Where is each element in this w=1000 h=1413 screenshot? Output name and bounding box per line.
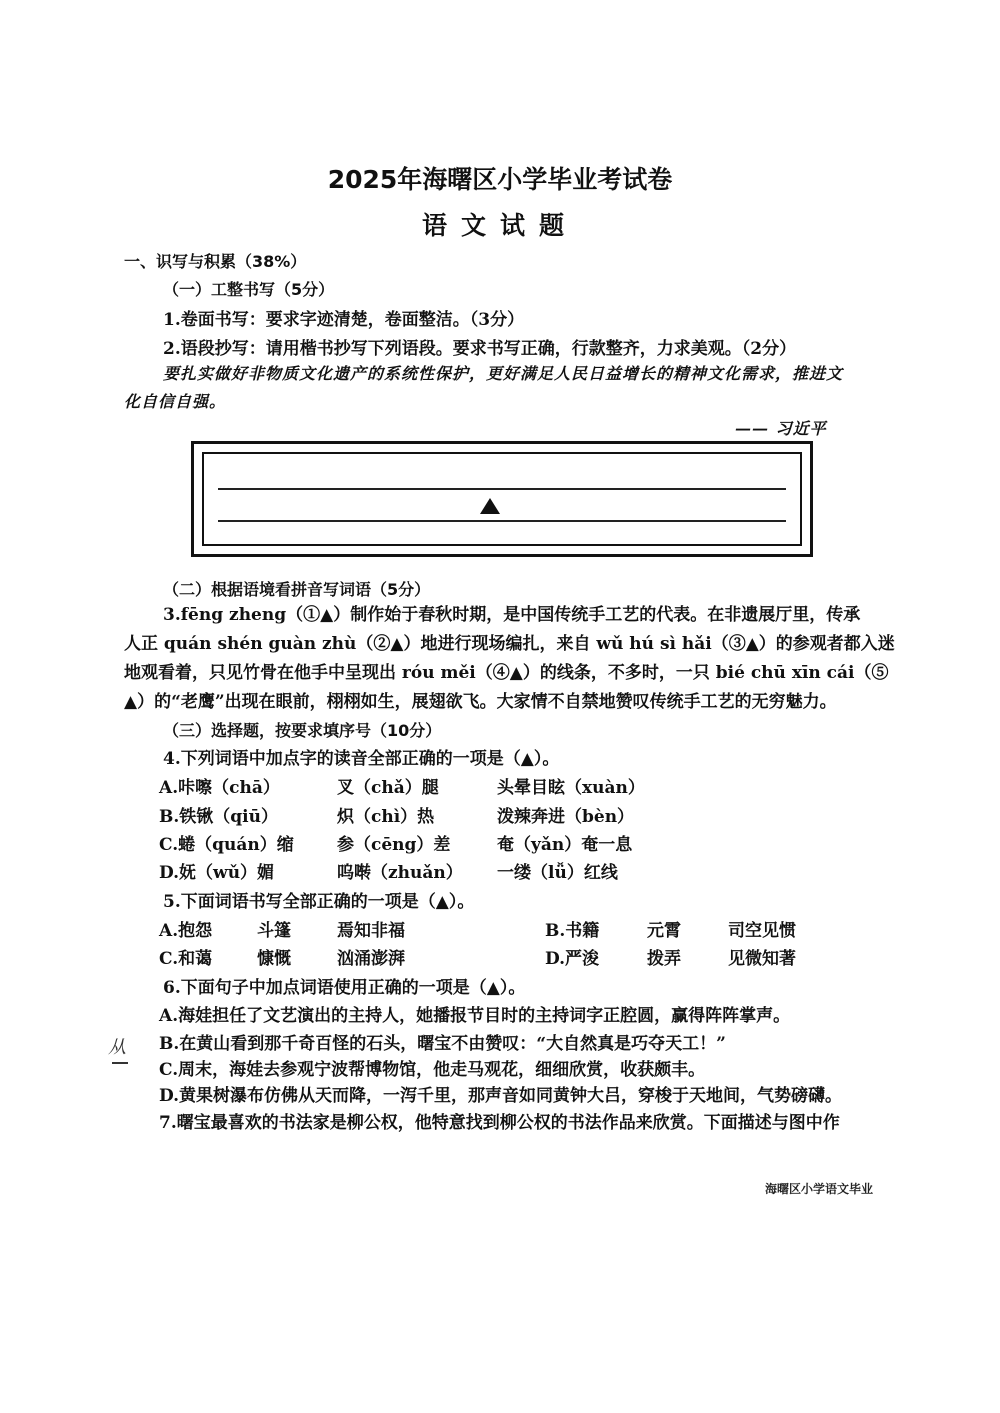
handwritten-margin-dash [112, 1062, 128, 1064]
question-3-line: 人正 quán shén guàn zhù（②▲）地进行现场编扎，来自 wǔ hú sì hǎi（③▲）的参观者都入迷 [124, 634, 895, 654]
copy-writing-box-inner [202, 452, 802, 546]
q4-option-a-3: 头晕目眩（xuàn） [497, 778, 645, 798]
handwritten-margin-note: 从 [108, 1037, 126, 1058]
part-3-heading: （三）选择题，按要求填序号（10分） [163, 721, 442, 740]
section-1-heading: 一、识写与积累（38%） [124, 252, 307, 271]
part-1-heading: （一）工整书写（5分） [163, 280, 335, 299]
question-4-stem: 4.下列词语中加点字的读音全部正确的一项是（▲）。 [163, 749, 560, 769]
q4-option-c-3: 奄（yǎn）奄一息 [497, 835, 633, 855]
q5-option-c-2: 慷慨 [257, 949, 291, 969]
q4-option-c-1: C.蜷（quán）缩 [159, 835, 294, 855]
question-1: 1.卷面书写：要求字迹清楚，卷面整洁。（3分） [163, 310, 525, 330]
q5-option-c-3: 汹涌澎湃 [337, 949, 405, 969]
q4-option-b-2: 炽（chì）热 [337, 807, 435, 827]
q5-option-c-1: C.和蔼 [159, 949, 213, 969]
q5-option-b-3: 司空见惯 [728, 921, 796, 941]
q6-option-c: C.周末，海娃去参观宁波帮博物馆，他走马观花，细细欣赏，收获颇丰。 [159, 1060, 706, 1080]
q5-option-b-2: 元霄 [647, 921, 681, 941]
copy-passage-line-2: 化自信自强。 [124, 392, 227, 411]
q4-option-d-3: 一缕（lǚ）红线 [497, 863, 618, 883]
writing-line [218, 520, 786, 522]
copy-passage-line-1: 要扎实做好非物质文化遗产的系统性保护，更好满足人民日益增长的精神文化需求，推进文 [163, 364, 844, 383]
q4-option-b-3: 泼辣奔进（bèn） [497, 807, 635, 827]
exam-title: 2025年海曙区小学毕业考试卷 [327, 165, 673, 194]
question-3-line: 地观看着，只见竹骨在他手中呈现出 róu měi（④▲）的线条，不多时，一只 bié chū xīn cái（⑤ [124, 663, 889, 683]
q6-option-a: A.海娃担任了文艺演出的主持人，她播报节目时的主持词字正腔圆，赢得阵阵掌声。 [159, 1006, 791, 1026]
question-3-line: 3.fēng zheng（①▲）制作始于春秋时期，是中国传统手工艺的代表。在非遗展厅里，传承 [163, 605, 861, 625]
answer-triangle-icon [480, 498, 500, 514]
q4-option-d-1: D.妩（wǔ）媚 [159, 863, 275, 883]
q4-option-d-2: 呜啭（zhuǎn） [337, 863, 463, 883]
passage-attribution: —— 习近平 [735, 419, 827, 438]
exam-subtitle: 语文试题 [421, 211, 578, 240]
q5-option-a-3: 焉知非福 [337, 921, 405, 941]
question-2: 2.语段抄写：请用楷书抄写下列语段。要求书写正确，行款整齐，力求美观。（2分） [163, 339, 797, 359]
q6-option-d: D.黄果树瀑布仿佛从天而降，一泻千里，那声音如同黄钟大吕，穿梭于天地间，气势磅礴。 [159, 1086, 843, 1106]
question-7-line: 7.曙宝最喜欢的书法家是柳公权，他特意找到柳公权的书法作品来欣赏。下面描述与图中作 [159, 1113, 840, 1133]
question-5-stem: 5.下面词语书写全部正确的一项是（▲）。 [163, 892, 475, 912]
question-3-line: ▲）的“老鹰”出现在眼前，栩栩如生，展翅欲飞。大家情不自禁地赞叹传统手工艺的无穷魅力。 [124, 692, 837, 712]
q4-option-a-1: A.咔嚓（chā） [159, 778, 280, 798]
q4-option-b-1: B.铁锹（qiū） [159, 807, 278, 827]
q5-option-d-3: 见微知著 [728, 949, 796, 969]
q5-option-d-1: D.严浚 [545, 949, 600, 969]
q4-option-c-2: 参（cēng）差 [337, 835, 451, 855]
copy-writing-box[interactable] [191, 441, 813, 557]
q6-option-b: B.在黄山看到那千奇百怪的石头，曙宝不由赞叹：“大自然真是巧夺天工！” [159, 1034, 726, 1054]
q5-option-a-2: 斗篷 [257, 921, 291, 941]
page-footer: 海曙区小学语文毕业 [765, 1182, 874, 1196]
question-6-stem: 6.下面句子中加点词语使用正确的一项是（▲）。 [163, 978, 526, 998]
q5-option-a-1: A.抱怨 [159, 921, 213, 941]
part-2-heading: （二）根据语境看拼音写词语（5分） [163, 580, 431, 599]
writing-line [218, 488, 786, 490]
q5-option-d-2: 拨弄 [647, 949, 681, 969]
q5-option-b-1: B.书籍 [545, 921, 600, 941]
q4-option-a-2: 叉（chǎ）腿 [337, 778, 439, 798]
